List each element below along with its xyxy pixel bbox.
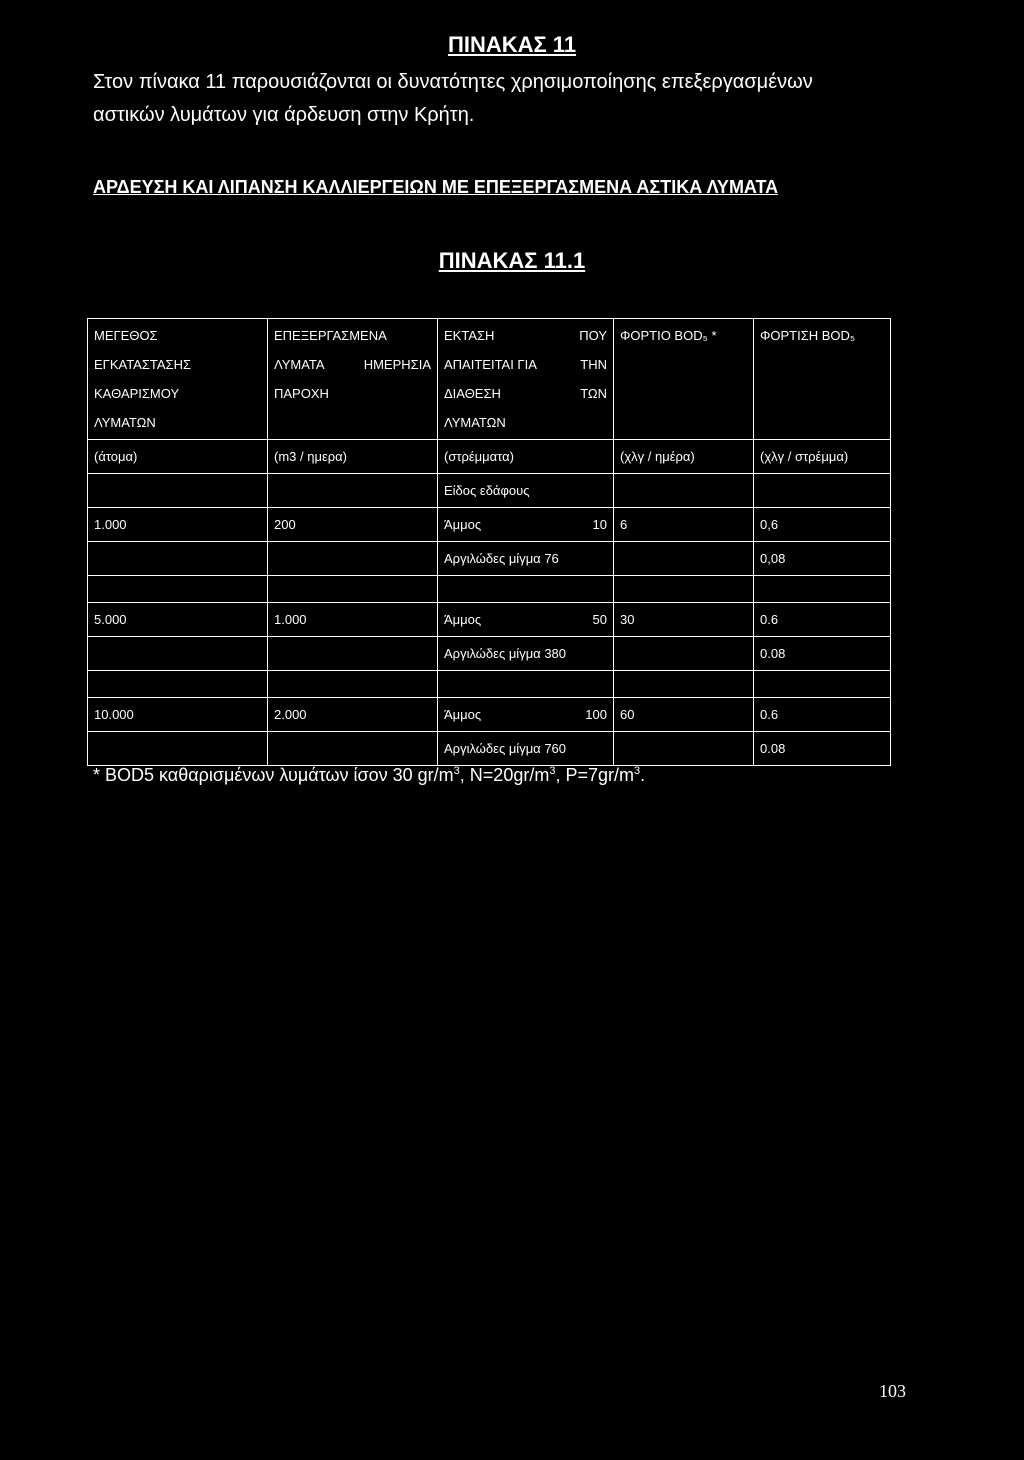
header-area: ΕΚΤΑΣΗ ΠΟΥ ΑΠΑΙΤΕΙΤΑΙ ΓΙΑ ΤΗΝ ΔΙΑΘΕΣΗ ΤΩΝ ΛΥΜΑΤΩΝ [438, 319, 614, 440]
section-heading: ΑΡΔΕΥΣΗ ΚΑΙ ΛΙΠΑΝΣΗ ΚΑΛΛΙΕΡΓΕΙΩΝ ΜΕ ΕΠΕΞΕΡΓΑΣΜΕΝΑ ΑΣΤΙΚΑ ΛΥΜΑΤΑ [93, 177, 779, 197]
table-title: ΠΙΝΑΚΑΣ 11.1 [438, 248, 586, 273]
table-row: 5.000 1.000 Άμμος 50 30 0.6 [88, 603, 891, 637]
intro-line-2: αστικών λυμάτων για άρδευση στην Κρήτη. [93, 104, 475, 126]
table-row: 10.000 2.000 Άμμος 100 60 0.6 [88, 698, 891, 732]
soil-type-row: Είδος εδάφους [88, 474, 891, 508]
intro-paragraph [93, 66, 893, 132]
footnote: * BOD5 καθαρισμένων λυμάτων ίσον 30 $gr/m^3$, $N=20gr/m^3$, $P=7gr/m^3$. [93, 765, 646, 785]
page-number: 103 [879, 1381, 906, 1401]
header-flow: ΕΠΕΞΕΡΓΑΣΜΕΝΑ ΛΥΜΑΤΑ ΗΜΕΡΗΣΙΑ ΠΑΡΟΧΗ [268, 319, 438, 440]
header-size: ΜΕΓΕΘΟΣ ΕΓΚΑΤΑΣΤΑΣΗΣ ΚΑΘΑΡΙΣΜΟΥ ΛΥΜΑΤΩΝ [88, 319, 268, 440]
page-title: ΠΙΝΑΚΑΣ 11 [447, 32, 577, 57]
table-row: 1.000 200 Άμμος 10 6 0,6 [88, 508, 891, 542]
table-row: Αργιλώδες μίγμα 380 0.08 [88, 637, 891, 671]
intro-line-1: Στον πίνακα 11 παρουσιάζονται οι δυνατότητες χρησιμοποίησης επεξεργασμένων [93, 71, 813, 93]
header-loading: ΦΟΡΤΙΣΗ BOD₅ [754, 319, 891, 440]
data-table [87, 318, 891, 766]
units-row: (άτομα) (m3 / ημερα) (στρέμματα) (χλγ / ημέρα) (χλγ / στρέμμα) [88, 440, 891, 474]
header-row [88, 319, 891, 440]
header-load: ΦΟΡΤΙΟ BOD₅ * [614, 319, 754, 440]
table-row: Αργιλώδες μίγμα 760 0.08 [88, 732, 891, 766]
table-row: Αργιλώδες μίγμα 76 0,08 [88, 542, 891, 576]
spacer-row [88, 671, 891, 698]
spacer-row [88, 576, 891, 603]
